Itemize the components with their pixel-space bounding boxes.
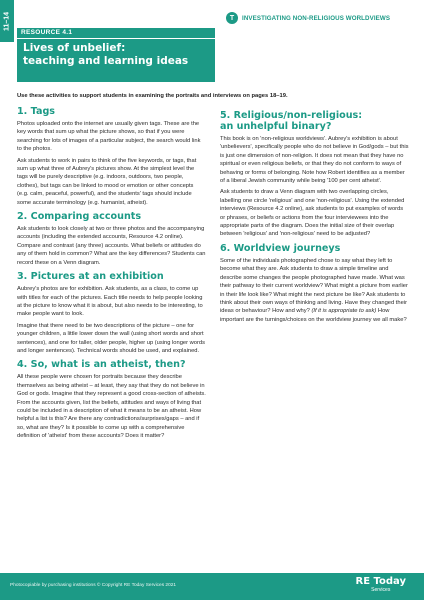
section-2-paragraph: Ask students to look closely at two or three photos and the accompanying accounts (including the extended accounts, Resource 4.2 online). Compare and contrast (any three) accounts. What beliefs or attitudes do any of them hold in common? What are the key differences? Students can record these on a Venn diagram. xyxy=(17,226,206,266)
re-today-logo: RE Today Services xyxy=(355,576,406,593)
right-column xyxy=(220,106,409,327)
intro-text: Use these activities to support students in examining the portraits and interviews on pages 18–19. xyxy=(17,93,288,99)
section-title: INVESTIGATING NON-RELIGIOUS WORLDVIEWS xyxy=(242,14,391,22)
page-title xyxy=(17,39,215,82)
teacher-badge-icon: T xyxy=(226,12,238,24)
title-line-2: teaching and learning ideas xyxy=(23,55,189,67)
section-1-paragraph: Ask students to work in pairs to think of the five keywords, or tags, that sum up what three of Aubrey's pictures show. At the simplest level the tags will be purely descriptive (e.g. indoors, outdoors, two people, clothes), but tags can be linked to mood or emotion or other concepts (e.g. calm, peaceful, powerful), and the students' tags should include some accurate terminology (e.g. humanist, atheist). xyxy=(17,157,197,206)
section-5-heading-line-2: an unhelpful binary? xyxy=(220,121,332,132)
section-1-paragraph: Photos uploaded onto the internet are usually given tags. These are the key words that sum up what the picture shows, so that if you were searching for lots of images of a particular subject, the search would link to the photos. xyxy=(17,121,201,153)
page-footer xyxy=(0,573,424,600)
copyright-text: Photocopiable by purchasing institutions © Copyright RE Today Services 2021 xyxy=(10,583,177,588)
left-column xyxy=(17,106,206,444)
title-line-1: Lives of unbelief: xyxy=(23,42,126,54)
section-5-heading-line-1: 5. Religious/non-religious: xyxy=(220,110,363,121)
section-3-heading: 3. Pictures at an exhibition xyxy=(17,271,164,283)
section-3-paragraph: Aubrey's photos are for exhibition. Ask students, as a class, to come up with titles for each of the pictures. Each title needs to help people looking at the picture to know what it is about, but also needs to be interesting, to make people want to look. xyxy=(17,286,203,318)
section-2-heading: 2. Comparing accounts xyxy=(17,211,142,223)
resource-label: RESOURCE 4.1 xyxy=(17,28,215,38)
section-5-paragraph: This book is on 'non-religious worldviews'. Aubrey's exhibition is about 'unbelievers', specifically people who do not believe in God/gods – but this is just one dimension of non-religion. It does not mean that they have no spiritual or even religious beliefs, or that they do not conform to ways of behaving or forms of belonging. Note how Robert identifies as a member of a liberal Jewish community while being '100 per cent atheist'. xyxy=(220,136,409,185)
age-range-tab: 11–14 xyxy=(0,0,14,42)
section-5-heading xyxy=(220,110,409,132)
section-header xyxy=(226,12,390,24)
section-4-paragraph: All these people were chosen for portraits because they describe themselves as being atheist – at least, they say that they do not believe in God or gods. Imagine that they represent a good cross-section of atheists. From the accounts given, list the beliefs, attitudes and ways of living that could be included in a description of what it means to be an atheist. How helpful a list is this? Are there any contradictions/surprises/gaps – and if so, what are they? Is it possible to come up with a comprehensive definition of 'atheist' from these accounts? Does it matter? xyxy=(17,374,206,440)
section-1-heading: 1. Tags xyxy=(17,106,56,117)
section-6-heading: 6. Worldview journeys xyxy=(220,242,341,254)
section-5-paragraph: Ask students to draw a Venn diagram with two overlapping circles, labelling one circle 'religious' and one 'non-religious'. Using the extended interviews (Resource 4.2 online), ask students to put examples of words or phrases, or beliefs or actions from the four interviewees into the appropriate parts of the diagram. Does the initial size of their overlap between 'religious' and 'non-religious' need to be adjusted? xyxy=(220,189,405,238)
section-3-paragraph: Imagine that there need to be two descriptions of the picture – one for younger children, a little lower down the wall (using short words and short sentences), and one for taller, older people, higher up (using longer words and longer sentences). Technical words should be used, and explained. xyxy=(17,322,205,354)
section-4-heading: 4. So, what is an atheist, then? xyxy=(17,359,186,371)
section-6-paragraph: Some of the individuals photographed chose to say what they left to become what they are. Ask students to draw a simple timeline and describe some changes the people photographed have made. What was their pathway to their current worldview? What might a picture from earlier in their life look like? What might the next picture be like? Ask students to think about their own ways of thinking and living. Have they changed their ideas or behaviour? How and why? (If it is appropriate to ask) How important are the turnings/choices on the worldview journey we all make? xyxy=(220,257,408,323)
